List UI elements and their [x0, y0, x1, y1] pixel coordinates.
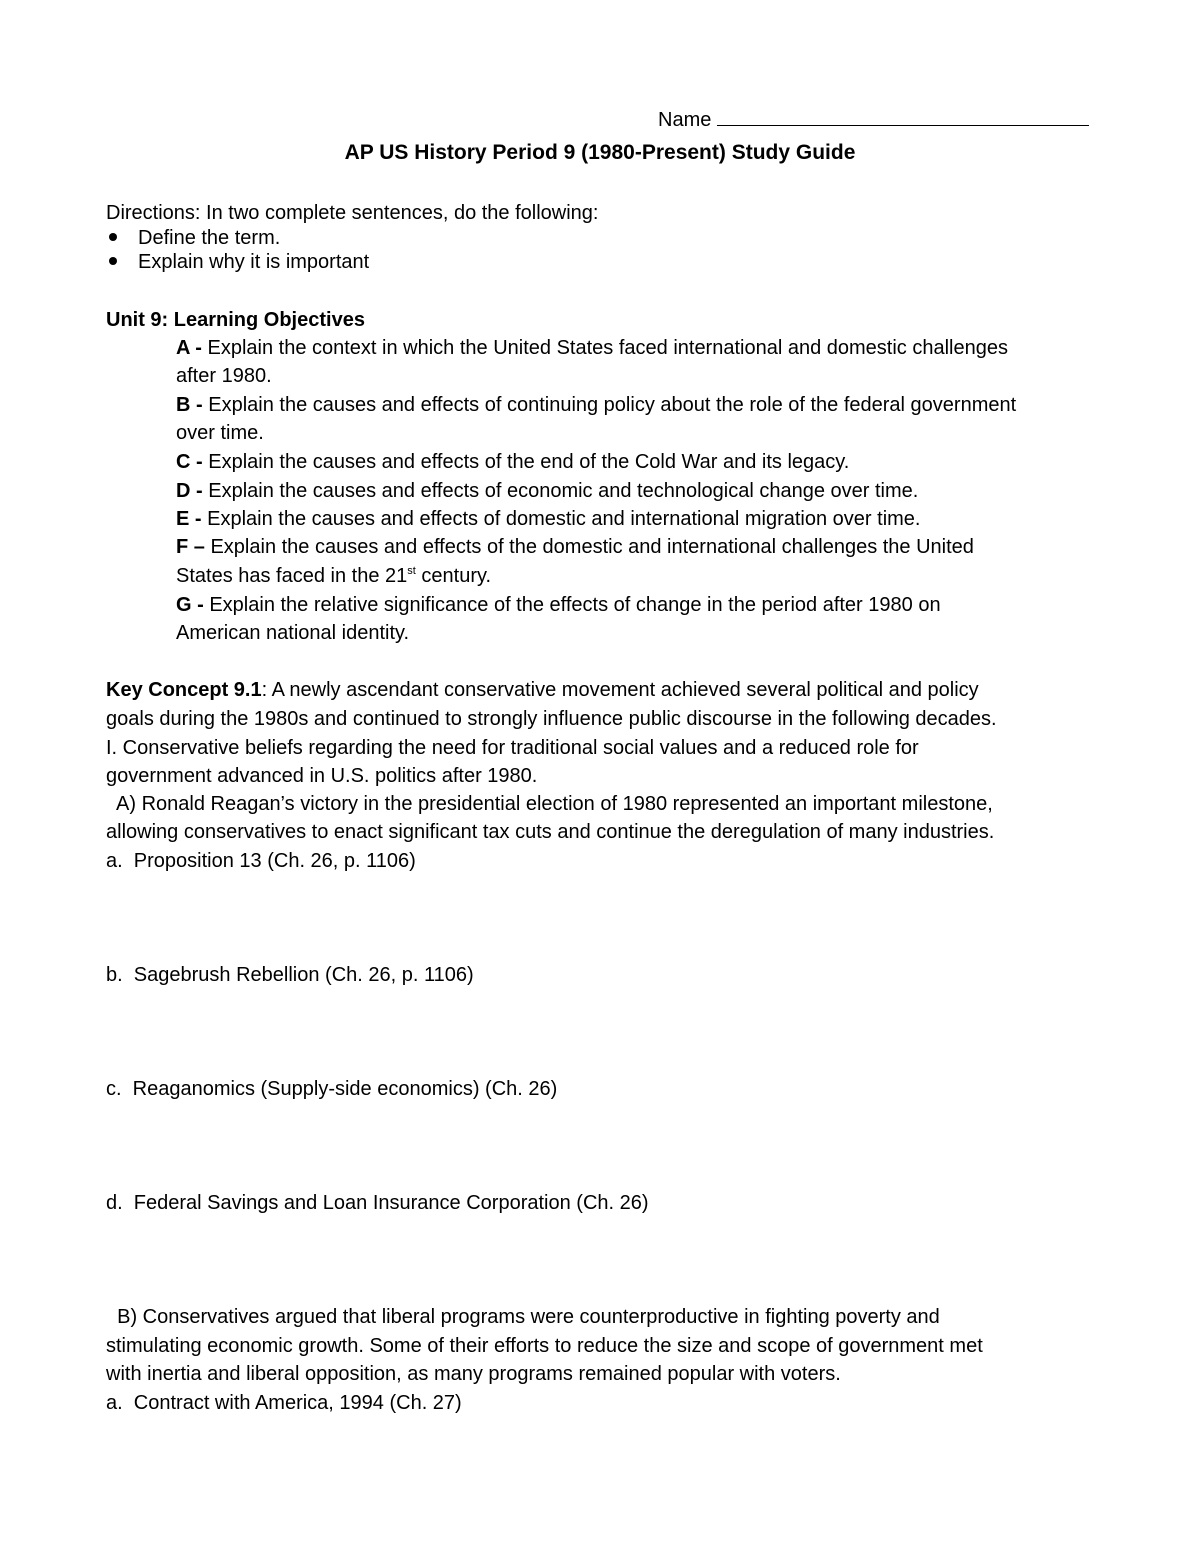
objective-c: C - Explain the causes and effects of the end of the Cold War and its legacy. [176, 451, 850, 473]
directions-bullet: Define the term. [138, 227, 281, 249]
key-concept-line: I. Conservative beliefs regarding the need for traditional social values and a reduced role for [106, 737, 919, 759]
directions-intro: Directions: In two complete sentences, do the following: [106, 202, 599, 224]
term-item: c. Reaganomics (Supply-side economics) (Ch. 26) [106, 1078, 558, 1100]
section-a-line: A) Ronald Reagan’s victory in the presidential election of 1980 represented an important milestone, [106, 793, 993, 815]
bullet-icon [109, 257, 117, 265]
objective-f-cont: States has faced in the 21st century. [176, 565, 492, 587]
name-blank-line[interactable] [717, 105, 1089, 126]
section-b-line: with inertia and liberal opposition, as many programs remained popular with voters. [106, 1363, 841, 1385]
objective-a-cont: after 1980. [176, 365, 272, 387]
term-item: a. Contract with America, 1994 (Ch. 27) [106, 1392, 462, 1414]
objective-g: G - Explain the relative significance of the effects of change in the period after 1980 on [176, 594, 941, 616]
bullet-icon [109, 233, 117, 241]
objective-a: A - Explain the context in which the United States faced international and domestic challenges [176, 337, 1008, 359]
term-item: b. Sagebrush Rebellion (Ch. 26, p. 1106) [106, 964, 474, 986]
key-concept-line: goals during the 1980s and continued to strongly influence public discourse in the following decades. [106, 708, 997, 730]
objective-g-cont: American national identity. [176, 622, 410, 644]
key-concept-line: government advanced in U.S. politics after 1980. [106, 765, 538, 787]
directions-bullet: Explain why it is important [138, 251, 370, 273]
key-concept-line: Key Concept 9.1: A newly ascendant conservative movement achieved several political and policy [106, 679, 979, 701]
objective-b: B - Explain the causes and effects of continuing policy about the role of the federal government [176, 394, 1017, 416]
objective-d: D - Explain the causes and effects of economic and technological change over time. [176, 480, 919, 502]
name-label: Name [658, 109, 712, 131]
page-title: AP US History Period 9 (1980-Present) Study Guide [344, 141, 856, 164]
term-item: d. Federal Savings and Loan Insurance Corporation (Ch. 26) [106, 1192, 649, 1214]
section-a-line: allowing conservatives to enact significant tax cuts and continue the deregulation of many industries. [106, 821, 995, 843]
section-b-line: stimulating economic growth. Some of their efforts to reduce the size and scope of government met [106, 1335, 983, 1357]
term-item: a. Proposition 13 (Ch. 26, p. 1106) [106, 850, 416, 872]
section-b-line: B) Conservatives argued that liberal programs were counterproductive in fighting poverty and [106, 1306, 940, 1328]
objective-b-cont: over time. [176, 422, 264, 444]
objective-e: E - Explain the causes and effects of domestic and international migration over time. [176, 508, 921, 530]
unit-heading: Unit 9: Learning Objectives [106, 309, 365, 331]
name-field[interactable] [658, 105, 1089, 134]
objective-f: F – Explain the causes and effects of the domestic and international challenges the United [176, 536, 974, 558]
